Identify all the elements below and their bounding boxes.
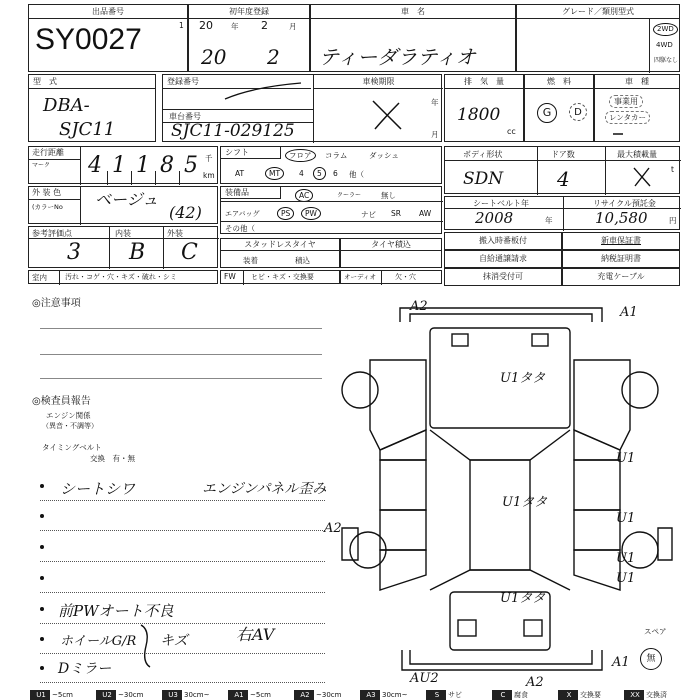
registration-number-label: 登録番号 [163,75,311,89]
mileage-digit: 1 [136,153,150,178]
legend-text: 30cm~ [184,691,210,699]
document-cell[interactable]: 納税証明書 [562,250,680,268]
mark-a2-top: A2 [410,299,428,314]
mark-a2-bottom: A2 [526,675,544,690]
color-value: ベージュ [95,190,159,209]
document-cell[interactable]: 自給通譲請求 [444,250,562,268]
usage-rental[interactable]: レンタカー [605,111,650,124]
mark-au2: AU2 [410,671,439,686]
fuel-gasoline[interactable]: G [537,103,557,123]
mark-right-u1c: U1 [616,551,636,566]
model-name-label: 車 名 [311,5,515,19]
first-registration-box [188,4,310,72]
mileage-unit-thousand: 千 [205,154,213,163]
legend-code: S [426,690,446,700]
model-type-line1: DBA- [43,95,90,116]
doors-value: 4 [557,167,570,191]
report-bullet-1 [40,484,44,488]
studless-label: スタッドレスタイヤ [221,239,339,251]
seatbelt-unit: 年 [545,216,553,225]
interior-condition-box [28,270,218,284]
caution-line-3 [40,378,322,379]
caution-line-1 [40,328,322,329]
mileage-label: 走行距離 [29,147,80,160]
mark-a1-top: A1 [620,305,638,320]
inspection-expiry-label: 車検期限 [362,77,395,86]
usage-dash [611,129,625,139]
mark-trunk: U1タタ [500,591,546,606]
seatbelt-recycle-box [444,196,680,230]
shift-dash[interactable]: ダッシュ [369,151,399,160]
rating-exterior-label: 外装 [167,229,183,238]
audio-condition-box [340,270,442,284]
spare-value[interactable]: 無 [640,648,662,670]
inspection-expiry-header [313,75,443,89]
first-registration-label: 初年度登録 [189,5,309,19]
report-line-5 [40,623,325,624]
mark-roof: U1タタ [502,495,548,510]
model-type-label: 型 式 [29,75,155,89]
model-type-box [28,74,156,142]
report-note-wheel: ホイールG/R [60,634,137,649]
rating-overall-label: 参考評価点 [32,229,72,238]
shift-speed-6[interactable]: 6 [333,169,338,178]
lot-number-label: 出品番号 [29,5,187,19]
legend-text: 交換済 [646,691,667,699]
shift-floor[interactable]: フロア [285,149,316,162]
fuel-label: 燃 料 [525,75,593,89]
drive-none[interactable]: 四駆なし [653,57,678,64]
max-load-unit: t [671,165,674,174]
caution-label: ◎注意事項 [32,298,81,309]
studless-box [220,238,340,268]
legend-text: ~5cm [52,691,73,699]
audio-label: オーディオ [344,273,376,281]
model-name-box [310,4,516,72]
timing-belt-sub: 交換 有・無 [90,454,135,463]
report-note-d-mirror: Dミラー [58,661,112,677]
report-brace [138,622,154,670]
displacement-unit: cc [507,127,516,136]
body-type-label: ボディ形状 [463,150,503,159]
rating-exterior-value: C [181,240,198,265]
report-line-7 [40,682,325,683]
equip-none[interactable]: 無し [381,191,396,200]
grade-box [516,4,680,72]
legend-text: ~5cm [250,691,271,699]
interior-items: 汚れ・コゲ・穴・キズ・破れ・シミ [65,273,177,281]
caution-line-2 [40,354,322,355]
max-load-label: 最大積載量 [617,150,657,159]
ratings-box [28,226,218,268]
mark-left-a2: A2 [324,521,342,536]
documents-grid [444,232,680,286]
legend-code: A2 [294,690,314,700]
damage-legend [30,690,700,700]
equip-airbag[interactable]: エアバッグ [225,210,260,218]
usage-label: 車 種 [595,75,679,89]
legend-text: ~30cm [316,691,342,699]
chassis-number-value: SJC11-029125 [171,121,295,141]
spare-label: スペア [644,627,667,636]
shift-speed-5[interactable]: 5 [313,167,326,180]
shift-at[interactable]: AT [235,169,245,178]
report-line-3 [40,561,325,562]
report-note-seat: シートシワ [60,480,136,498]
mileage-sub-label: マーク [32,162,51,169]
mark-right-u1b: U1 [616,511,636,526]
equip-sr[interactable]: SR [391,209,401,218]
equip-navi[interactable]: ナビ [361,210,376,219]
mileage-digit: 1 [112,153,126,178]
audio-items: 欠・穴 [395,273,416,281]
engine-label: エンジン関係 [46,411,91,420]
tire-load-box [340,238,442,268]
report-note-right-av: 右AV [236,625,275,644]
fw-condition-box [220,270,340,284]
max-load-cross [631,165,653,189]
inspection-expiry-cross [369,97,405,133]
chassis-divider [313,89,314,143]
mileage-digit-separator [155,171,156,185]
car-body-diagram [324,299,690,690]
interior-divider [59,271,60,285]
mileage-label-cell [29,147,81,185]
displacement-box [444,74,524,142]
studless-loaded[interactable]: 積込 [295,256,310,265]
equip-row3-line [221,221,443,222]
shift-speed-4[interactable]: 4 [299,169,304,178]
model-name-value: ティーダラティオ [319,45,476,69]
drive-2wd[interactable]: 2WD [653,23,678,36]
color-label-cell [29,187,81,225]
report-bullet-2 [40,514,44,518]
report-note-engine-panel: エンジンパネル歪み [202,481,327,497]
body-divider-1 [537,147,538,195]
mileage-unit-km: km [203,171,215,180]
body-type-box [444,146,680,194]
engine-sub-label: （異音・不調等） [42,422,98,430]
tire-load-label: タイヤ積込 [341,239,441,251]
legend-code: A3 [360,690,380,700]
report-note-pw: 前PWオート不良 [58,602,174,620]
equipment-box [220,186,442,234]
first-reg-month-unit: 月 [289,22,297,31]
legend-text: 30cm~ [382,691,408,699]
first-reg-year-unit: 年 [231,22,239,31]
seatbelt-divider [563,197,564,231]
timing-belt-label: タイミングベルト [42,443,102,452]
mileage-digit-separator [179,171,180,185]
document-cell[interactable]: 充電ケーブル [562,268,680,286]
displacement-label: 排 気 量 [445,75,523,89]
shift-label: シフト [221,147,281,159]
fuel-box [524,74,594,142]
fw-items: ヒビ・キズ・交換要 [251,273,314,281]
seatbelt-value: 2008 [475,209,514,227]
legend-text: ~30cm [118,691,144,699]
first-reg-year-printed: 20 [199,19,213,32]
mileage-digits [81,147,201,185]
fuel-diesel[interactable]: D [569,103,587,121]
inspection-year-unit: 年 [431,98,439,107]
doors-label: ドア数 [551,150,575,159]
first-reg-month-printed: 2 [261,19,268,32]
color-label: 外 装 色 [29,187,80,200]
first-reg-month-handwritten: 2 [267,45,280,69]
shift-box [220,146,442,184]
legend-text: 交換要 [580,691,601,699]
mileage-digit: 4 [88,153,102,178]
report-note-scratch: キズ [160,633,188,649]
equip-ac[interactable]: AC [295,189,313,202]
report-bullet-4 [40,576,44,580]
inspector-report-label: ◎検査員報告 [32,396,91,407]
fw-divider [243,271,244,285]
mileage-digit-separator [131,171,132,185]
legend-code: A1 [228,690,248,700]
legend-code: X [558,690,578,700]
grade-label: グレード／類別型式 [517,5,679,19]
mileage-digit: 8 [160,153,174,178]
inspection-month-unit: 月 [431,130,439,139]
equip-cooler[interactable]: クーラー [337,192,362,199]
rating-interior-value: B [129,240,146,265]
report-line-6 [40,653,325,654]
color-box [28,186,218,224]
audio-divider [381,271,382,285]
registration-box [162,74,442,142]
mileage-digit-separator [107,171,108,185]
ratings-divider-1 [109,227,110,269]
body-type-value: SDN [463,169,504,189]
document-cell[interactable]: 新車保証書 [562,232,680,250]
color-sub-label: (カラーNo [32,203,63,211]
report-line-4 [40,592,325,593]
ratings-divider-2 [163,227,164,269]
equip-ps[interactable]: PS [277,207,294,220]
usage-box [594,74,680,142]
first-reg-year-handwritten: 20 [201,45,227,69]
displacement-value: 1800 [457,105,501,125]
equip-row2-line [221,201,443,202]
drive-4wd[interactable]: 4WD [656,41,673,49]
legend-text: 腐食 [514,691,528,699]
shift-other: 他（ [349,170,364,179]
drive-options [649,19,681,73]
report-bullet-6 [40,637,44,641]
legend-text: サビ [448,691,462,699]
report-line-1 [40,500,325,501]
chassis-number-label: 車台番号 [169,112,201,121]
mileage-digit: 5 [184,153,198,178]
report-bullet-7 [40,666,44,670]
lot-number-digit: 1 [179,21,184,30]
legend-code: C [492,690,512,700]
body-divider-2 [605,147,606,195]
legend-code: U2 [96,690,116,700]
document-cell[interactable]: 抹消受付可 [444,268,562,286]
mark-hood: U1タタ [500,371,546,386]
rating-interior-label: 内装 [115,229,131,238]
equip-pw[interactable]: PW [301,207,321,220]
model-type-line2: SJC11 [59,119,116,140]
equip-other: その他（ [225,224,255,233]
shift-mt[interactable]: MT [265,167,284,180]
mark-right-u1d: U1 [616,571,636,586]
recycle-label: リサイクル預託金 [593,199,656,208]
color-code: (42) [169,203,202,222]
mileage-box [28,146,218,184]
report-line-2 [40,530,325,531]
report-bullet-3 [40,545,44,549]
mark-a1-bottom: A1 [612,655,630,670]
legend-code: U3 [162,690,182,700]
equipment-label: 装備品 [221,187,281,199]
report-bullet-5 [40,607,44,611]
equip-aw[interactable]: AW [419,209,432,218]
lot-number-box [28,4,188,72]
document-cell[interactable]: 搬入時番板付 [444,232,562,250]
lot-id: SY0027 [35,23,142,56]
legend-code: U1 [30,690,50,700]
fw-label: FW [224,272,236,281]
studless-mounted[interactable]: 装着 [243,256,258,265]
usage-commercial[interactable]: 事業用 [609,95,643,108]
legend-code: XX [624,690,644,700]
shift-column[interactable]: コラム [325,151,348,160]
rating-overall-value: 3 [67,240,81,265]
seatbelt-label: シートベルト年 [473,199,529,208]
recycle-unit: 円 [669,216,677,225]
recycle-value: 10,580 [595,209,648,227]
interior-label: 室内 [32,273,47,282]
registration-strike [223,81,303,103]
mark-right-u1a: U1 [616,451,636,466]
